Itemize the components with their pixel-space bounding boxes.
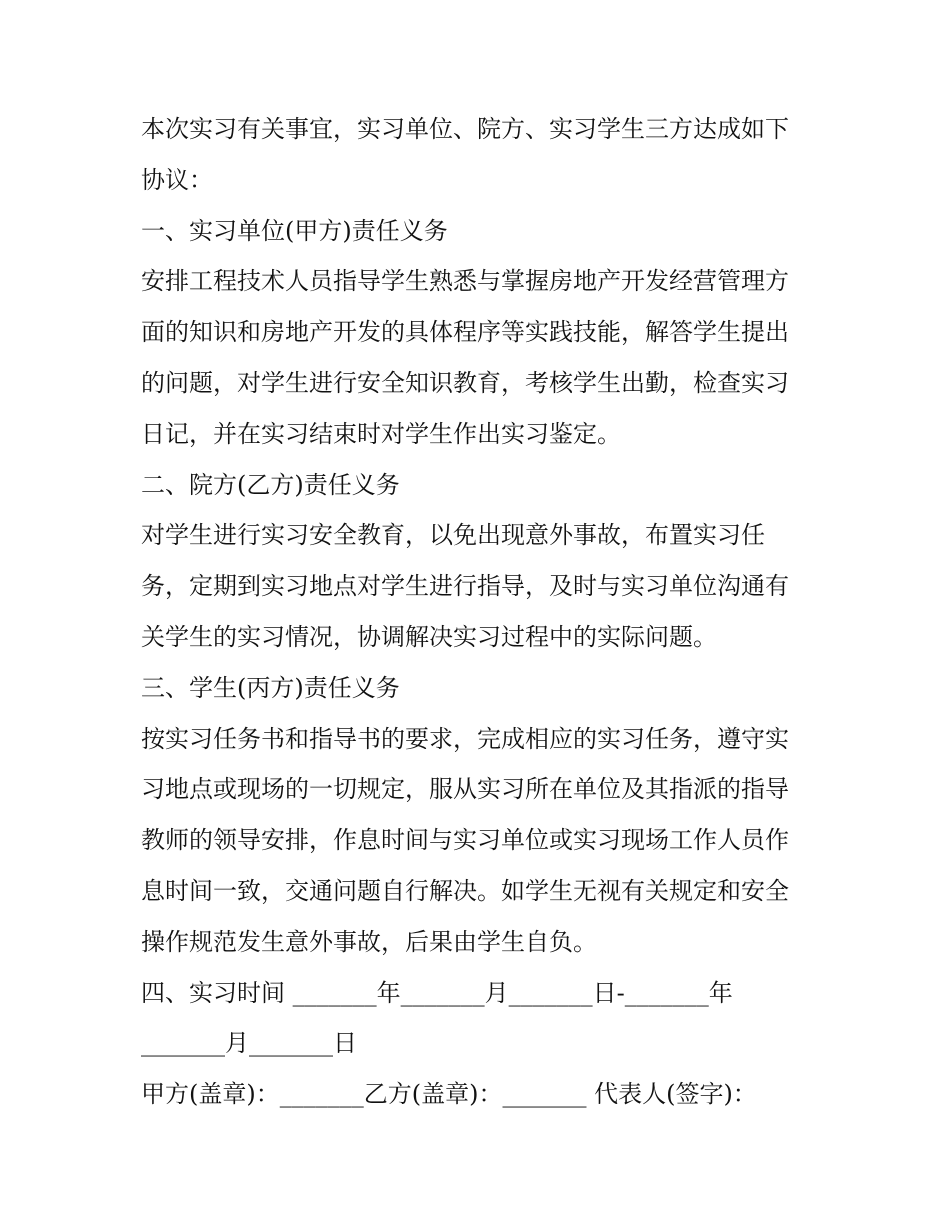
paragraph-party-a-line-3: 的问题，对学生进行安全知识教育，考核学生出勤，检查实习: [141, 368, 789, 397]
paragraph-party-b-line-1: 对学生进行实习安全教育，以免出现意外事故，布置实习任: [141, 521, 765, 550]
section-heading-party-c: 三、学生(丙方)责任义务: [141, 673, 400, 702]
paragraph-party-c-line-1: 按实习任务书和指导书的要求，完成相应的实习任务，遵守实: [141, 724, 789, 753]
internship-period-line-2: _______月_______日: [141, 1029, 357, 1058]
paragraph-party-b-line-3: 关学生的实习情况，协调解决实习过程中的实际问题。: [141, 622, 717, 651]
paragraph-intro-line-1: 本次实习有关事宜，实习单位、院方、实习学生三方达成如下: [141, 115, 789, 143]
paragraph-party-a-line-2: 面的知识和房地产开发的具体程序等实践技能，解答学生提出: [141, 318, 789, 347]
section-heading-party-a: 一、实习单位(甲方)责任义务: [141, 216, 448, 245]
paragraph-party-a-line-4: 日记，并在实习结束时对学生作出实习鉴定。: [141, 419, 621, 448]
paragraph-party-c-line-5: 操作规范发生意外事故，后果由学生自负。: [141, 927, 597, 956]
paragraph-party-c-line-4: 息时间一致，交通问题自行解决。如学生无视有关规定和安全: [141, 876, 789, 905]
document-body: [141, 104, 821, 1120]
paragraph-party-c-line-2: 习地点或现场的一切规定，服从实习所在单位及其指派的指导: [141, 775, 789, 804]
paragraph-party-c-line-3: 教师的领导安排，作息时间与实习单位或实习现场工作人员作: [141, 826, 789, 855]
internship-period-line-1: 四、实习时间 _______年_______月_______日-_______年: [141, 978, 733, 1007]
signature-line: 甲方(盖章)：_______乙方(盖章)：_______ 代表人(签字)：: [141, 1080, 757, 1109]
paragraph-intro-line-2: 协议：: [141, 165, 213, 194]
section-heading-party-b: 二、院方(乙方)责任义务: [141, 470, 400, 499]
paragraph-party-a-line-1: 安排工程技术人员指导学生熟悉与掌握房地产开发经营管理方: [141, 267, 789, 296]
paragraph-party-b-line-2: 务，定期到实习地点对学生进行指导，及时与实习单位沟通有: [141, 572, 789, 601]
